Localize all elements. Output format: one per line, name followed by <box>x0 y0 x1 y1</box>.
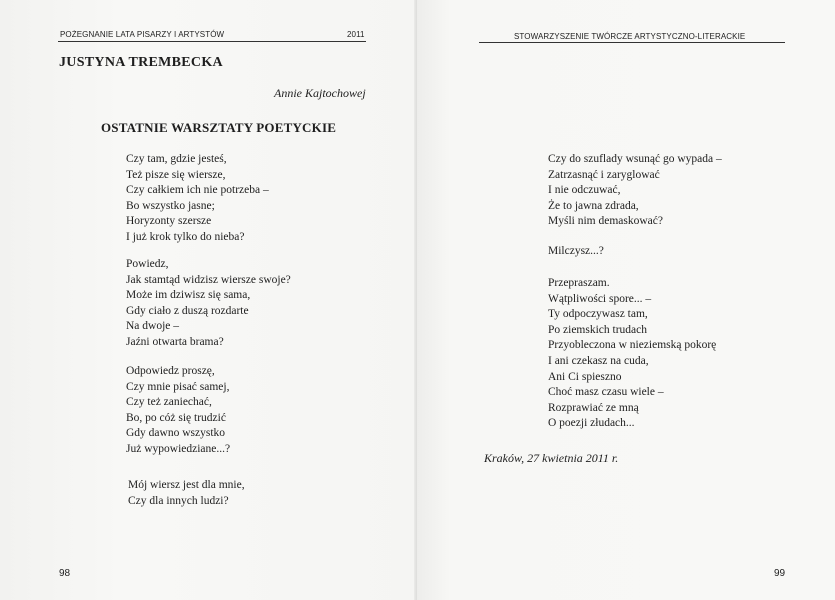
poem-line: Gdy ciało z duszą rozdarte <box>126 304 249 317</box>
poem-line: Że to jawna zdrada, <box>548 199 639 212</box>
poem-line: Też pisze się wiersze, <box>126 168 226 181</box>
poem-line: Powiedz, <box>126 258 169 270</box>
poem-line: Myśli nim demaskować? <box>548 215 663 228</box>
poem-line: Choć masz czasu wiele – <box>548 386 664 399</box>
header-rule-left <box>58 41 366 42</box>
poem-line: Rozprawiać ze mną <box>548 401 639 414</box>
poem-line: Jaźni otwarta brama? <box>126 335 224 348</box>
stanza-6 <box>548 276 716 432</box>
poem-line: Mój wiersz jest dla mnie, <box>128 479 245 491</box>
poem-line: Przyobleczona w nieziemską pokorę <box>548 339 717 352</box>
poem-line: Czy dla innych ludzi? <box>128 494 229 507</box>
page-number-right: 99 <box>774 568 786 579</box>
running-header-left: POŻEGNANIE LATA PISARZY I ARTYSTÓW <box>60 30 225 39</box>
header-rule-right <box>479 42 785 43</box>
poem-line: Ty odpoczywasz tam, <box>548 308 648 321</box>
page-number-left: 98 <box>59 568 71 579</box>
poem-line: Horyzonty szersze <box>126 215 212 228</box>
poem-line: Już wypowiedziane...? <box>126 442 231 455</box>
left-page <box>0 0 417 600</box>
poem-line: Czy też zaniechać, <box>126 396 212 409</box>
poem-line: I ani czekasz na cuda, <box>548 354 649 367</box>
poem-line: I nie odczuwać, <box>548 184 621 197</box>
poem-line: I już krok tylko do nieba? <box>126 230 245 243</box>
poem-line: Bo, po cóż się trudzić <box>126 411 226 424</box>
right-page <box>417 0 835 600</box>
poem-line: Czy do szuflady wsunąć go wypada – <box>548 153 722 165</box>
stanza-1 <box>126 152 269 246</box>
poem-line: Zatrzasnąć i zaryglować <box>548 168 660 181</box>
poem-line: Przepraszam. <box>548 277 610 289</box>
header-year: 2011 <box>347 30 365 39</box>
poem-line: O poezji złudach... <box>548 417 635 430</box>
poem-line: Na dwoje – <box>126 320 180 333</box>
dedication: Annie Kajtochowej <box>274 86 366 100</box>
poem-line: Czy mnie pisać samej, <box>126 380 230 393</box>
poem-line: Po ziemskich trudach <box>548 323 648 336</box>
stanza-3 <box>126 364 230 458</box>
signature-date: Kraków, 27 kwietnia 2011 r. <box>484 451 619 465</box>
poem-line: Wątpliwości spore... – <box>548 292 652 305</box>
pause-line: Milczysz...? <box>548 245 604 257</box>
poem-line: Odpowiedz proszę, <box>126 365 215 377</box>
running-header-right: STOWARZYSZENIE TWÓRCZE ARTYSTYCZNO-LITERACKIE <box>514 32 746 41</box>
poem-line: Bo wszystko jasne; <box>126 199 215 212</box>
author-name: JUSTYNA TREMBECKA <box>59 55 223 70</box>
stanza-4 <box>128 478 245 509</box>
poem-line: Czy tam, gdzie jesteś, <box>126 153 227 165</box>
stanza-2 <box>126 257 291 351</box>
poem-line: Może im dziwisz się sama, <box>126 289 251 302</box>
poem-line: Gdy dawno wszystko <box>126 427 226 440</box>
poem-line: Czy całkiem ich nie potrzeba – <box>126 184 269 197</box>
poem-title: OSTATNIE WARSZTATY POETYCKIE <box>101 120 337 135</box>
stanza-5 <box>548 152 722 230</box>
poem-line: Ani Ci spieszno <box>548 370 622 383</box>
poem-line: Jak stamtąd widzisz wiersze swoje? <box>126 273 291 286</box>
